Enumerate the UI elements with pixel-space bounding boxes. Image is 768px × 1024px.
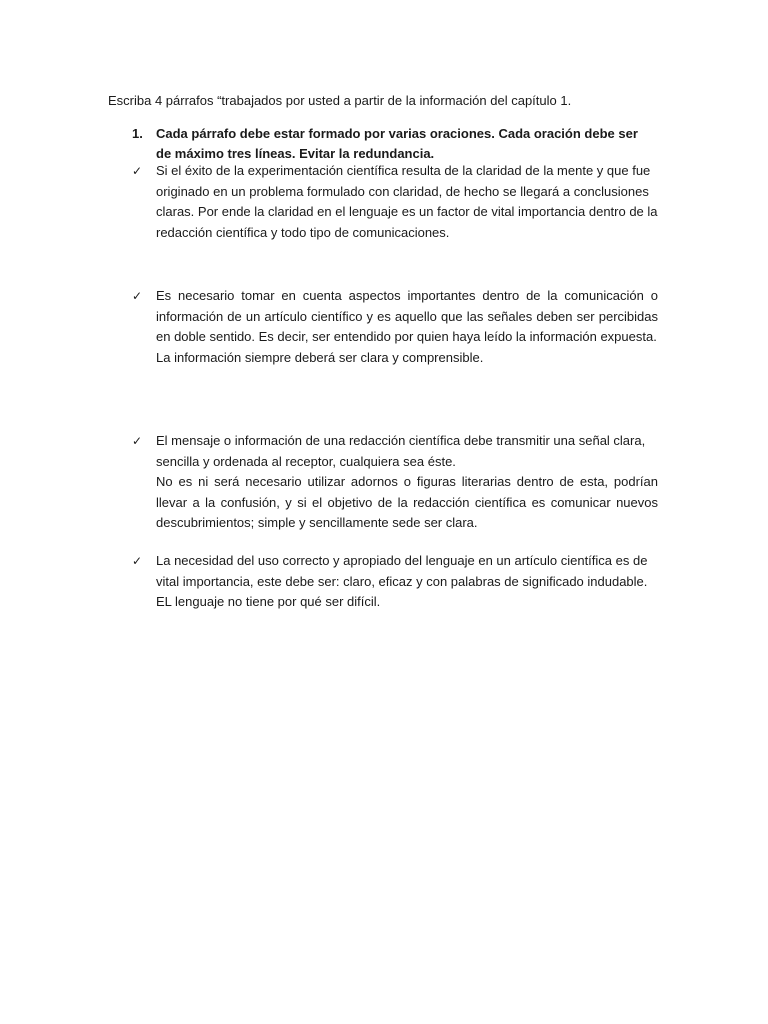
checkmark-icon: ✓ <box>132 289 143 303</box>
paragraph-3 <box>132 431 658 534</box>
paragraph-4-text: La necesidad del uso correcto y apropiado del lenguaje en un artículo científica es de vital importancia, este debe ser: claro, eficaz y con palabras de significado indudable. <box>156 553 648 589</box>
paragraph-4 <box>132 551 658 613</box>
list-number: 1. <box>132 126 143 141</box>
paragraph-2 <box>132 286 658 368</box>
paragraph-4-text-2: EL lenguaje no tiene por qué ser difícil. <box>156 594 381 609</box>
intro-line: Escriba 4 párrafos “trabajados por usted a partir de la información del capítulo 1. <box>108 93 572 108</box>
paragraph-3-text: El mensaje o información de una redacción científica debe transmitir una señal clara, sencilla y ordenada al receptor, cualquiera sea éste. <box>156 433 646 469</box>
paragraph-2-text: Es necesario tomar en cuenta aspectos importantes dentro de la comunicación o información de un artículo científico y es aquello que las señales deben ser percibidas en doble sentido. Es decir, ser entendido por quien haya leído la información expuesta. <box>156 288 658 344</box>
instruction-text: Cada párrafo debe estar formado por varias oraciones. Cada oración debe ser de máximo tres líneas. Evitar la redundancia. <box>156 126 638 161</box>
numbered-instruction <box>132 124 652 164</box>
paragraph-2-text-2: La información siempre deberá ser clara y comprensible. <box>156 349 484 365</box>
checkmark-icon: ✓ <box>132 164 143 178</box>
paragraph-3-text-2: No es ni será necesario utilizar adornos o figuras literarias dentro de esta, podrían llevar a la confusión, y si el objetivo de la redacción científica es comunicar nuevos descubrimientos; simple y sencillamente sede ser clara. <box>156 474 658 530</box>
paragraph-1-text: Si el éxito de la experimentación científica resulta de la claridad de la mente y que fue originado en un problema formulado con claridad, de hecho se llegará a conclusiones claras. Por ende la claridad en el lenguaje es un factor de vital importancia dentro de la redacción científica y todo tipo de comunicaciones. <box>156 163 658 240</box>
checkmark-icon: ✓ <box>132 434 143 448</box>
checkmark-icon: ✓ <box>132 554 143 568</box>
paragraph-1 <box>132 161 658 243</box>
